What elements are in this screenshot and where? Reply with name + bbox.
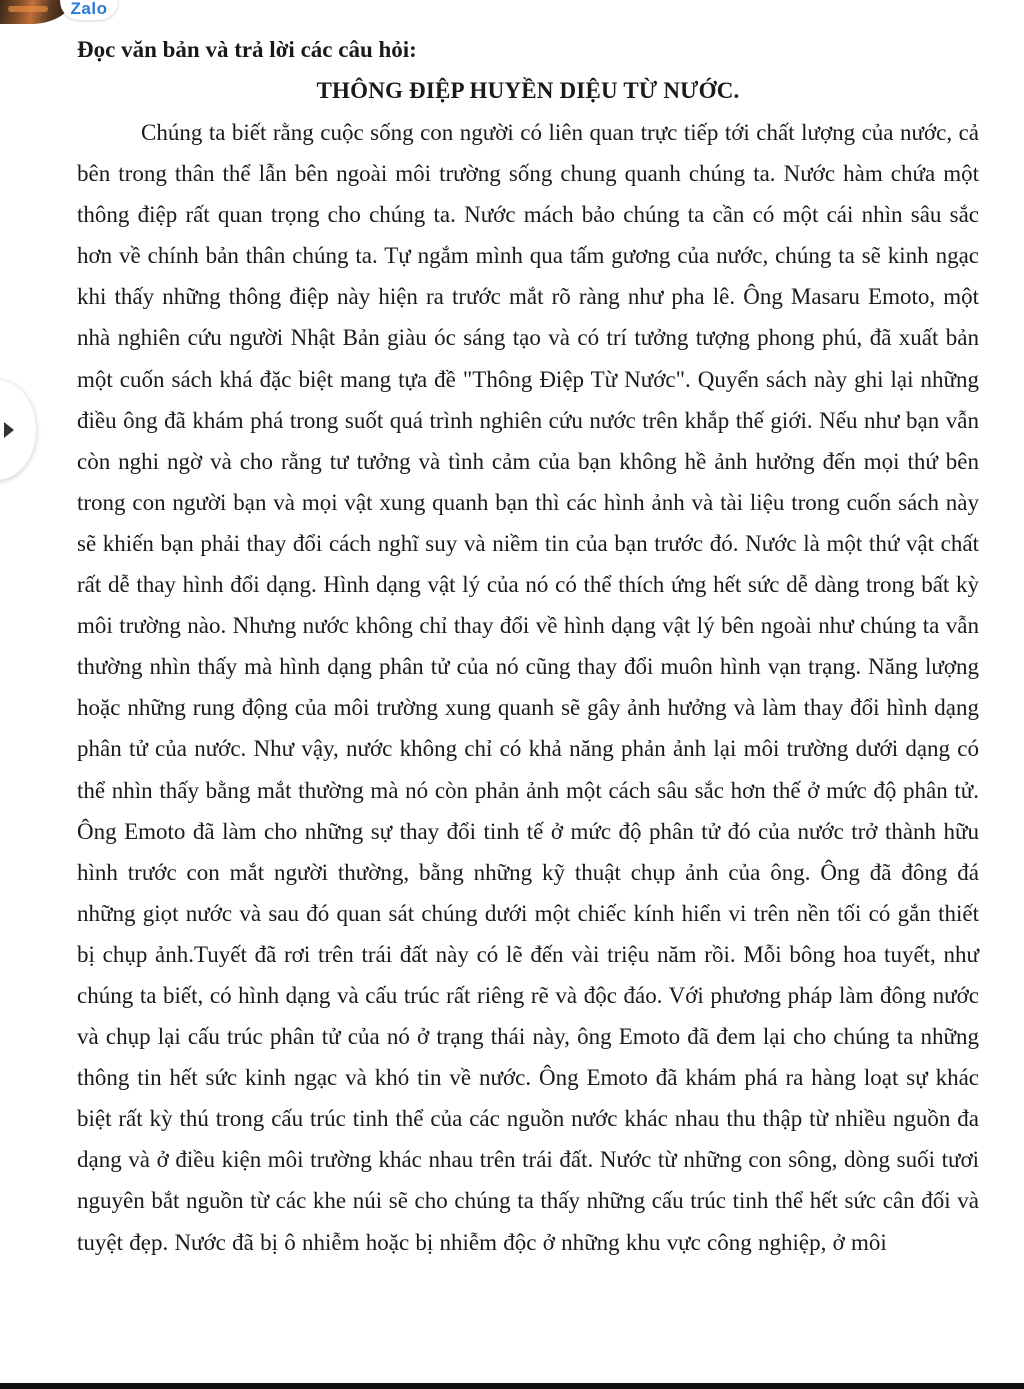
- instruction-heading: Đọc văn bản và trả lời các câu hỏi:: [77, 37, 417, 62]
- next-image-button[interactable]: [0, 380, 36, 480]
- zalo-logo: [60, 0, 118, 20]
- zalo-logo-text: Zalo: [70, 0, 108, 18]
- bottom-border: [0, 1383, 1024, 1389]
- play-icon: [4, 422, 14, 438]
- document-title: THÔNG ĐIỆP HUYỀN DIỆU TỪ NƯỚC.: [316, 78, 740, 103]
- document-page: [77, 30, 979, 1263]
- document-body: Chúng ta biết rằng cuộc sống con người có liên quan trực tiếp tới chất lượng của nước, cả bên trong thân thể lẫn bên ngoài môi trường sống chung quanh chúng ta. Nước hàm chứa một thông điệp rất quan trọng cho chúng ta. Nước mách bảo chúng ta cần có một cái nhìn sâu sắc hơn về chính bản thân chúng ta. Tự ngắm mình qua tấm gương của nước, chúng ta sẽ kinh ngạc khi thấy những thông điệp này hiện ra trước mắt rõ ràng như pha lê. Ông Masaru Emoto, một nhà nghiên cứu người Nhật Bản giàu óc sáng tạo và có trí tưởng tượng phong phú, đã xuất bản một cuốn sách khá đặc biệt mang tựa đề "Thông Điệp Từ Nước". Quyển sách này ghi lại những điều ông đã khám phá trong suốt quá trình nghiên cứu nước trên khắp thế giới. Nếu như bạn vẫn còn nghi ngờ và cho rằng tư tưởng và tình cảm của bạn không hề ảnh hưởng đến mọi thứ bên trong con người bạn và mọi vật xung quanh bạn thì các hình ảnh và tài liệu trong cuốn sách này sẽ khiến bạn phải thay đổi cách nghĩ suy và niềm tin của bạn trước đó. Nước là một thứ vật chất rất dễ thay hình đổi dạng. Hình dạng vật lý của nó có thể thích ứng hết sức dễ dàng trong bất kỳ môi trường nào. Nhưng nước không chỉ thay đổi về hình dạng vật lý bên ngoài như chúng ta vẫn thường nhìn thấy mà hình dạng phân tử của nó cũng thay đổi muôn hình vạn trạng. Năng lượng hoặc những rung động của môi trường xung quanh sẽ gây ảnh hưởng và làm thay đổi hình dạng phân tử của nước. Như vậy, nước không chỉ có khả năng phản ảnh lại môi trường dưới dạng có thể nhìn thấy bằng mắt thường mà nó còn phản ảnh một cách sâu sắc hơn thế ở mức độ phân tử. Ông Emoto đã làm cho những sự thay đổi tinh tế ở mức độ phân tử đó của nước trở thành hữu hình trước con mắt người thường, bằng những kỹ thuật chụp ảnh của ông. Ông đã đông đá những giọt nước và sau đó quan sát chúng dưới một chiếc kính hiển vi trên nền tối có gắn thiết bị chụp ảnh.Tuyết đã rơi trên trái đất này có lẽ đến vài triệu năm rồi. Mỗi bông hoa tuyết, như chúng ta biết, có hình dạng và cấu trúc rất riêng rẽ và độc đáo. Với phương pháp làm đông nước và chụp lại cấu trúc phân tử của nó ở trạng thái này, ông Emoto đã đem lại cho chúng ta những thông tin hết sức kinh ngạc và khó tin về nước. Ông Emoto đã khám phá ra hàng loạt sự khác biệt rất kỳ thú trong cấu trúc tinh thể của các nguồn nước khác nhau thu thập từ nhiều nguồn đa dạng và ở điều kiện môi trường khác nhau trên trái đất. Nước từ những con sông, dòng suối tươi nguyên bắt nguồn từ các khe núi sẽ cho chúng ta thấy những cấu trúc tinh thể hết sức cân đối và tuyệt đẹp. Nước đã bị ô nhiễm hoặc bị nhiễm độc ở những khu vực công nghiệp, ở môi: [77, 120, 979, 1255]
